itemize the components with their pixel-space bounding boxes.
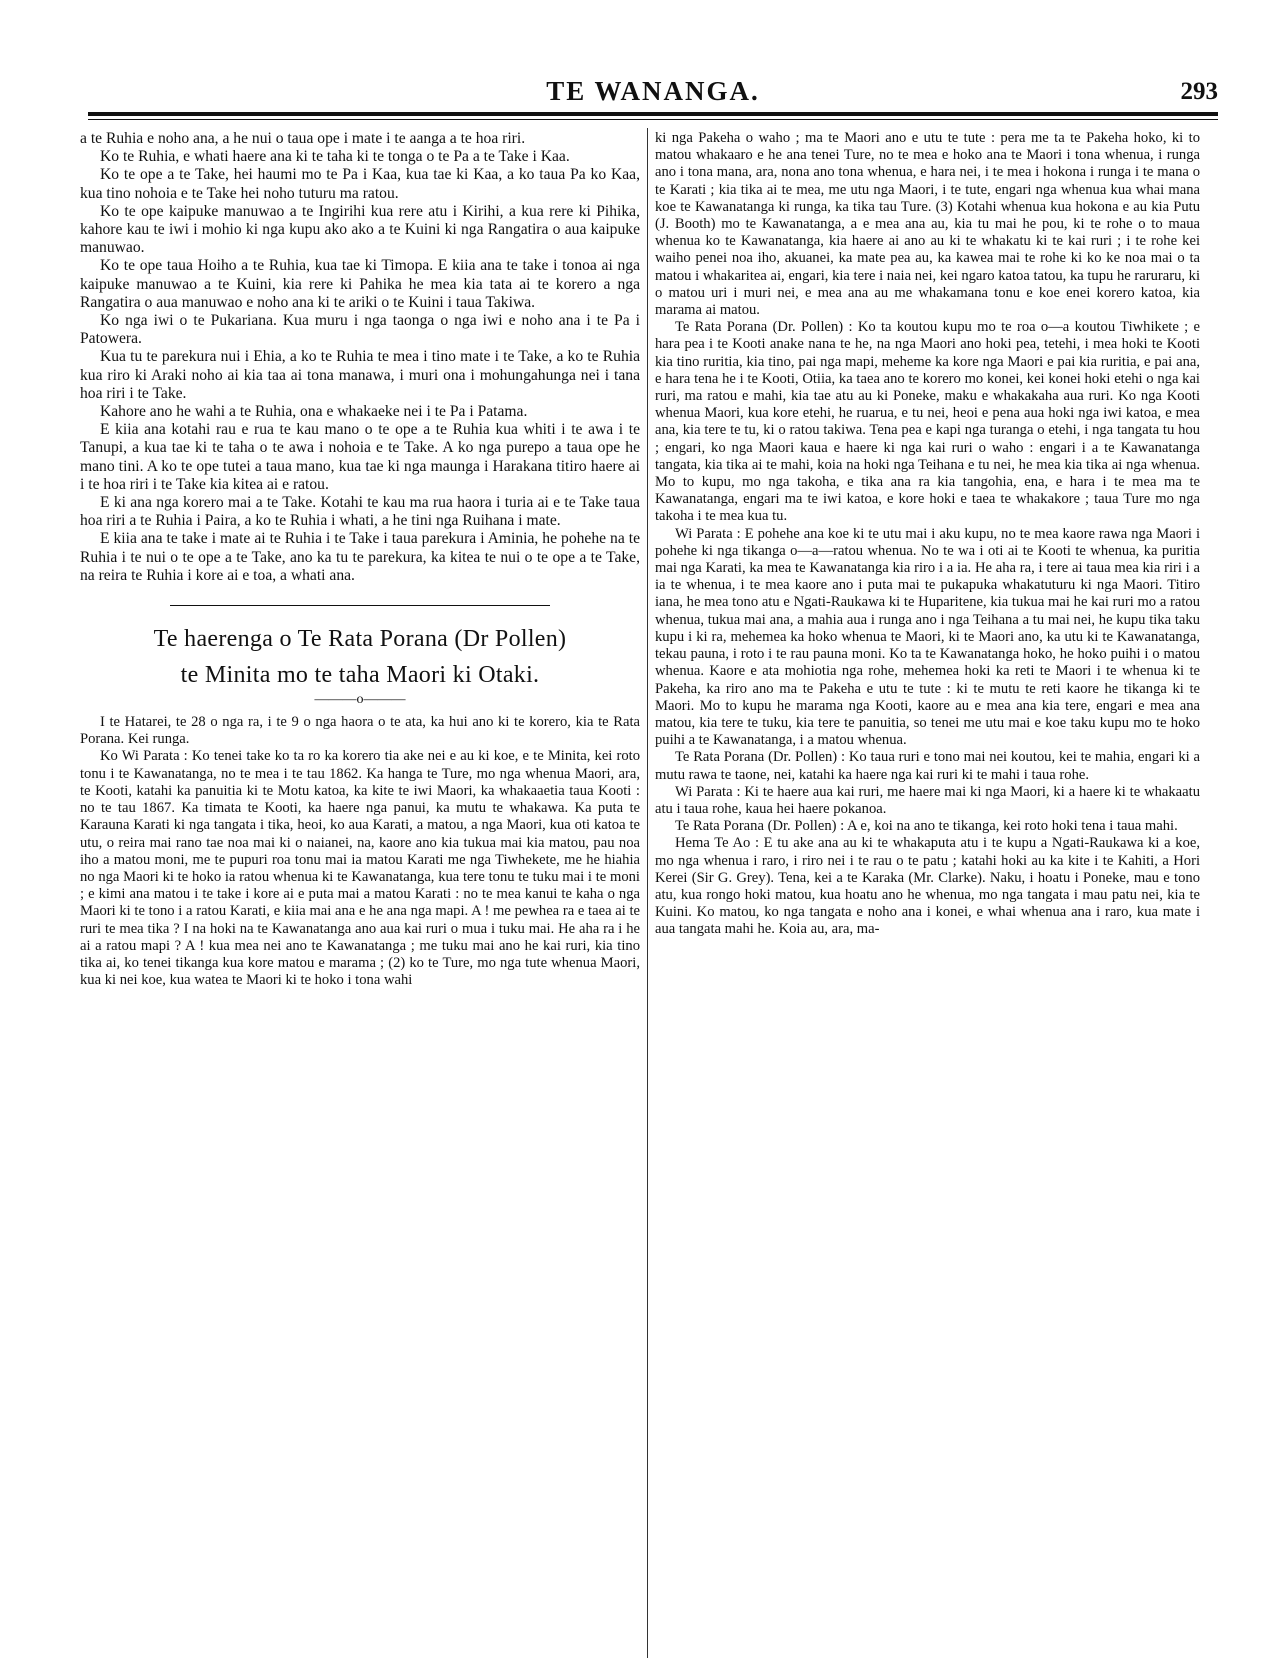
paragraph: Ko te ope kaipuke manuwao a te Ingirihi kua rere atu i Kirihi, a kua rere ki Pihika, kahore kau te iwi i mohio ki nga kupu ako ako a te Kuini ki nga Rangatira o aua kaipuke manuwao. [80, 202, 640, 257]
section-divider [170, 605, 550, 606]
paragraph: Ko te ope taua Hoiho a te Ruhia, kua tae ki Timopa. E kiia ana te take i tonoa ai nga kaipuke manuwao a te Kuini, kia rere ki Pahika he mea kia tata ai te korero a nga Rangatira o aua manuwao e noho ana ki te ariki o te Kuini i taua Takiwa. [80, 257, 640, 311]
paragraph: E ki ana nga korero mai a te Take. Kotahi te kau ma rua haora i turia ai e te Take taua hoa riri a te Ruhia i Paira, a ko te Ruhia i whati, a he tini nga Ruihana i mate. [80, 494, 640, 530]
paragraph: Te Rata Porana (Dr. Pollen) : Ko ta koutou kupu mo te roa o—a koutou Tiwhikete ; e hara pea i te Kooti anake nana te he, na nga Maori ano hoki pea, tetehi, i mea hoki te Kooti kia tino ruritia, kia tino, pai nga mapi, meheme ka kore nga Maori e pai kia ruritia, e pai ana, e hara tena he i te Kooti, Otiia, ka taea ano te korero mo konei, kei konei hoki etehi o nga kai ruri, ma ratou e mahi, kia tae atu au ki Poneke, maku e whakakaha aua ruri. Ko nga Kooti whenua Maori, kua kore etehi, he ruarua, e tu nei, heoi e pena aua hoki nga iwi katoa, e mea ana, kia tere te tu, ki o ratou takiwa. Tena pea e kapi nga turanga o etehi, i nga tangata tu hou ; engari, ko nga Maori kaua e haere ki nga kai ruri o waho : engari i a te Kawanatanga tangata, kia tika ai te mahi, koia na hoki nga Teihana e tu nei, he mea kia tika ai nga whenua. Mo to kupu, mo nga takoha, e tika ana ra kia tangohia, ena, e hara i te mea ma te Kawanatanga, engari ma te iwi katoa, e kore hoki e taea te whakakore ; taua Ture mo nga takoha i te mea kua tu. [655, 319, 1200, 525]
masthead-rule-thin [88, 119, 1218, 120]
article-headline-line1: Te haerenga o Te Rata Porana (Dr Pollen) [153, 626, 567, 653]
right-column [655, 130, 1200, 939]
paragraph: Te Rata Porana (Dr. Pollen) : A e, koi na ano te tikanga, kei roto hoki tena i taua mahi. [675, 818, 1178, 835]
masthead [88, 74, 1218, 116]
paragraph: E kiia ana kotahi rau e rua te kau mano o te ope a te Ruhia kua whiti i te awa i te Tanupi, a kua tae ki te taha o te awa i nohoia e te Take. A ko nga purepo a taua ope he mano tini. A ko te ope tutei a taua mano, kua tae ki nga maunga i Harakana titiro haere ai i te hoa riri i te Take kia kitea ai e ratou. [80, 421, 640, 493]
column-divider [647, 128, 648, 1658]
paragraph: Wi Parata : Ki te haere aua kai ruri, me haere mai ki nga Maori, ki a haere ki te whakaatu atu i taua rohe, kaua hei haere pokanoa. [655, 783, 1200, 817]
paragraph: Hema Te Ao : E tu ake ana au ki te whakaputa atu i te kupu a Ngati-Raukawa ki a koe, mo nga whenua i raro, i riro nei i te rau o te patu ; katahi hoki au ka kite i te Kahiti, a Hori Kerei (Sir G. Grey). Tena, kei a te Karaka (Mr. Clarke). Naku, i hoatu i Poneke, mau e tono atu, kua rongo hoki matou, kua hoatu ano he whenua, mo nga tangata i mau patu nei, kia te Kuini. Ko matou, ko nga tangata e noho ana i konei, e whai whenua ana i raro, kua mate i aua tangata mahi he. Koia au, ara, ma- [655, 835, 1200, 938]
article-paragraph: I te Hatarei, te 28 o nga ra, i te 9 o nga haora o te ata, ka hui ano ki te korero, kia te Rata Porana. Kei runga. [80, 714, 640, 748]
left-column [80, 130, 640, 989]
paragraph: Kahore ano he wahi a te Ruhia, ona e whakaeke nei i te Pa i Patama. [100, 403, 528, 421]
paragraph: Wi Parata : E pohehe ana koe ki te utu mai i aku kupu, no te mea kaore rawa nga Maori i pohehe ki nga tikanga o—a—ratou whenua. No te wa i oti ai te Kooti te whenua, ka puritia mai nga Karati, ka mea te Kawanatanga kia riro i a ia. He aha ra, i tere ai taua mea kia riri i a ia te whenua, i te mea kaore ano i puta mai te pukapuka whakatuturu ki nga Maori. Titiro iana, he mea tono atu e Ngati-Raukawa ki te Huparitene, kia tukua mai he kai ruri mo a ratou whenua, tukua mai ana, a mahia aua i runga ano i nga Teihana a tu mai nei, he kupu tika taku kupu i ki ra, mehemea ka hoko whenua te Maori, ki te Maori ano, ka utu ki te Kawanatanga, tekau pauna, i roto i te rau pauna moni. Ko ta te Kawanatanga hoko, he hoko puihi i o matou whenua. Kaore e ata mohiotia nga rohe, mehemea hoki ka reti te Maori i te whenua ki te Pakeha, ka riro ano ma te Pakeha e utu te tute : ki te mutu te reti kaore he tikanga ki te Maori. Mo to kupu he marama nga Kooti, kaore au e mea ana kia tere, engari e mea ana matou, kia tere te tuku, kia tere te panuitia, so tenei me utu mai e koe taku kupu mo te hoko puihi a te Kawanatanga, i a matou whenua. [655, 525, 1200, 749]
paragraph: Ko nga iwi o te Pukariana. Kua muru i nga taonga o nga iwi e noho ana i te Pa i Patowera. [80, 312, 640, 348]
masthead-title: TE WANANGA. [546, 76, 760, 106]
page-number: 293 [1180, 78, 1218, 105]
paragraph: ki nga Pakeha o waho ; ma te Maori ano e utu te tute : pera me ta te Pakeha hoko, ki to matou whakaaro e he ana tenei Ture, no te mea e hoko ana te Maori i tona whenua, i runga ano i tona mana, ara, nona ano tona whenua, e hara nei, i te mea i hokona i runga i te mana o te Karati ; kia tika ai te mea, me utu nga Maori, i te tute, engari nga whenua kua whai mana koe te Kawanatanga ki runga, ka tika tau Ture. (3) Kotahi whenua kua hokona e au kia Putu (J. Booth) mo te Kawanatanga, a e mea ana au, kia tu mai he pou, ki te rohe o to maua whenua ko te Kawanatanga, kia haere ai ano au ki te whakatu ki te kai ruri ; i te rohe kei waiho penei noa iho, akuanei, ka mate pea au, ka kawea mai te rohe ki ko ke noa mai o ta matou i whakaritea ai, engari, kia tere i naia nei, kei ngaro katoa tatou, ka tupu he raruraru, ki o matou uri i muri nei, e mea ana au me whakamana tonu e koe enei korero katoa, kia marama ai matou. [655, 130, 1201, 319]
paragraph: a te Ruhia e noho ana, a he nui o taua ope i mate i te aanga a te hoa riri. [80, 130, 526, 147]
article-paragraph: Ko Wi Parata : Ko tenei take ko ta ro ka korero tia ake nei e au ki koe, e te Minita, kei roto tonu i te Kawanatanga, no te mea i te tau 1862. Ka hanga te Ture, mo nga whenua Maori, ara, te Kooti, katahi ka panuitia ki te Motu katoa, ka kite te iwi Maori, ka whakaaetia taua Kooti : no te tau 1867. Ka timata te Kooti, ka haere nga panui, ka mutu te whakawa. Ka puta te Karauna Karati ki nga tangata i tika, heoi, ko aua Karati, a matou, a nga Maori, kua oti katoa te utu, o reira mai rano tae noa mai ki o naianei, na, kaore ano kia tukua mai kia matou, pau noa iho a matou moni, me te pupuri roa tonu mai ia matou Karati me nga Tiwhekete, me he hiahia no nga Maori ki te hoko ia ratou whenua ki te Kawanatanga, kua tere tonu te tuku mai i te moni ; e kimi ana matou i te take i kore ai e puta mai a matou Karati : no te mea kanui te kaha o nga Maori ki te tono i a ratou Karati, e kiia mai ana e he ana nga mapi. A ! me pewhea ra e taea ai te ruri te mea tika ? I na hoki na te Kawanatanga ano aua kai ruri o mua i tuku mai. He aha ra i he ai a ratou mapi ? A ! kua mea nei ano te Kawanatanga ; me tuku mai ano he kai ruri, kia tino tika ai, ko tenei tikanga kua kore matou e marama ; (2) ko te Ture, mo nga tute whenua Maori, kua ki nei koe, kua watea te Maori ki te hoko i tona wahi [80, 748, 640, 989]
masthead-rule-thick [88, 112, 1218, 116]
paragraph: Te Rata Porana (Dr. Pollen) : Ko taua ruri e tono mai nei koutou, kei te mahia, engari ki a mutu rawa te taone, nei, katahi ka haere nga kai ruri ki te mahi i taua rohe. [655, 749, 1200, 783]
paragraph: E kiia ana te take i mate ai te Ruhia i te Take i taua parekura i Aminia, he pohehe na te Ruhia i te nui o te ope a te Take, ano ka tu te parekura, ka kitea te nui o te ope a te Take, na reira te Ruhia i kore ai e toa, a whati ana. [80, 530, 640, 584]
paragraph: Kua tu te parekura nui i Ehia, a ko te Ruhia te mea i tino mate i te Take, a ko te Ruhia kua riro ki Araki noho ai kia taa ai tona manawa, i muri ona i mohungahunga nei i tana hoa riri i te Take. [80, 348, 640, 402]
headline-separator: ———o——— [314, 692, 406, 708]
paragraph: Ko te Ruhia, e whati haere ana ki te taha ki te tonga o te Pa a te Take i Kaa. [100, 148, 570, 166]
article-headline-line2: te Minita mo te taha Maori ki Otaki. [180, 662, 540, 689]
paragraph: Ko te ope a te Take, hei haumi mo te Pa i Kaa, kua tae ki Kaa, a ko taua Pa ko Kaa, kua tino nohoia e te Take hei noho tuturu ma ratou. [80, 166, 640, 202]
